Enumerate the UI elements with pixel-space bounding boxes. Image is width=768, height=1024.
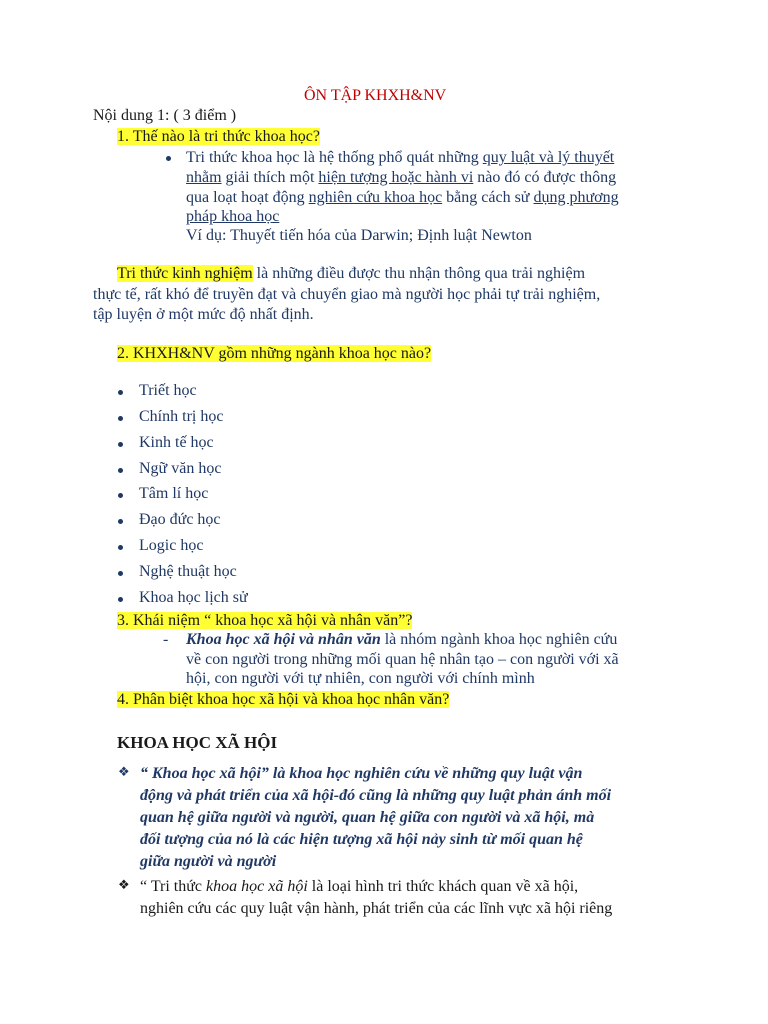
- list-item: Ngữ văn học: [139, 460, 222, 477]
- q3-term: Khoa học xã hội và nhân văn: [186, 631, 381, 648]
- diamond-bullet-icon: ❖: [118, 765, 130, 780]
- list-item: Chính trị học: [139, 408, 224, 425]
- list-item: Triết học: [139, 382, 197, 399]
- link-nham[interactable]: nhằm: [186, 169, 222, 186]
- q1-answer-line-2: nhằm giải thích một hiện tượng hoặc hành vi nào đó có được thông: [186, 169, 617, 186]
- bullet-icon: [118, 545, 123, 550]
- experience-line-1: Tri thức kinh nghiệm là những điều được thu nhận thông qua trải nghiệm: [117, 265, 586, 282]
- experience-line-3: tập luyện ở một mức độ nhất định.: [93, 306, 314, 323]
- question-2-label: 2. KHXH&NV gồm những ngành khoa học nào?: [117, 345, 432, 362]
- list-item: Logic học: [139, 537, 204, 554]
- link-scientific-research[interactable]: nghiên cứu khoa học: [308, 189, 443, 206]
- question-3-label: 3. Khái niệm “ khoa học xã hội và nhân văn”?: [117, 612, 413, 629]
- link-phenomenon[interactable]: hiện tượng hoặc hành vi: [318, 169, 474, 186]
- question-1: [117, 127, 320, 147]
- definition-1-line-5: giữa người và người: [140, 853, 277, 870]
- list-item: Đạo đức học: [139, 511, 221, 528]
- q3-answer-line-1: Khoa học xã hội và nhân văn là nhóm ngành khoa học nghiên cứu: [186, 631, 618, 648]
- list-item: Kinh tế học: [139, 434, 214, 451]
- question-2: [117, 344, 431, 364]
- q1-answer-line-1: Tri thức khoa học là hệ thống phổ quát những quy luật và lý thuyết: [186, 149, 615, 166]
- definition-2-term: khoa học xã hội: [206, 878, 308, 895]
- question-3: [117, 611, 412, 631]
- question-4-label: 4. Phân biệt khoa học xã hội và khoa học nhân văn?: [117, 691, 450, 708]
- bullet-icon: [118, 519, 123, 524]
- dash-marker: -: [163, 631, 169, 648]
- q1-answer-line-4: [186, 207, 279, 227]
- q3-answer-line-2: về con người trong những mối quan hệ nhân tạo – con người với xã: [186, 651, 619, 668]
- link-method-1[interactable]: dụng phương: [533, 189, 619, 206]
- definition-2-line-1: “ Tri thức khoa học xã hội là loại hình tri thức khách quan về xã hội,: [140, 878, 579, 895]
- diamond-bullet-icon: ❖: [118, 878, 130, 893]
- question-1-label: 1. Thế nào là tri thức khoa học?: [117, 128, 320, 145]
- definition-1-line-3: quan hệ giữa người và người, quan hệ giữa con người và xã hội, mà: [140, 809, 595, 826]
- bullet-icon: [118, 597, 123, 602]
- bullet-icon: [118, 442, 123, 447]
- q1-answer-line-3: qua loạt hoạt động nghiên cứu khoa học bằng cách sử dụng phương: [186, 189, 619, 206]
- question-4: [117, 690, 449, 710]
- experience-term: Tri thức kinh nghiệm: [117, 265, 253, 282]
- bullet-icon: [118, 493, 123, 498]
- bullet-icon: [166, 156, 171, 161]
- q3-answer-line-3: hội, con người với tự nhiên, con người với chính mình: [186, 670, 535, 687]
- section-heading: Nội dung 1: ( 3 điểm ): [93, 107, 237, 124]
- list-item: Khoa học lịch sử: [139, 589, 248, 606]
- list-item: Nghệ thuật học: [139, 563, 237, 580]
- link-laws-theories[interactable]: quy luật và lý thuyết: [482, 149, 615, 166]
- definition-1-line-4: đối tượng của nó là các hiện tượng xã hội nảy sinh từ mối quan hệ: [140, 831, 583, 848]
- bullet-icon: [118, 468, 123, 473]
- bullet-icon: [118, 416, 123, 421]
- bullet-icon: [118, 390, 123, 395]
- link-method-2[interactable]: pháp khoa học: [186, 208, 280, 225]
- definition-1-line-2: động và phát triển của xã hội-đó cũng là những quy luật phản ánh mối: [140, 787, 612, 804]
- list-item: Tâm lí học: [139, 485, 209, 502]
- social-science-heading: KHOA HỌC XÃ HỘI: [117, 733, 278, 752]
- definition-2-line-2: nghiên cứu các quy luật vận hành, phát triển của các lĩnh vực xã hội riêng: [140, 900, 613, 917]
- document-title: ÔN TẬP KHXH&NV: [304, 87, 447, 104]
- definition-1-line-1: “ Khoa học xã hội” là khoa học nghiên cứu về những quy luật vận: [140, 765, 583, 782]
- bullet-icon: [118, 571, 123, 576]
- experience-line-2: thực tế, rất khó để truyền đạt và chuyển giao mà người học phải tự trải nghiệm,: [93, 286, 601, 303]
- q1-example: Ví dụ: Thuyết tiến hóa của Darwin; Định luật Newton: [186, 227, 532, 244]
